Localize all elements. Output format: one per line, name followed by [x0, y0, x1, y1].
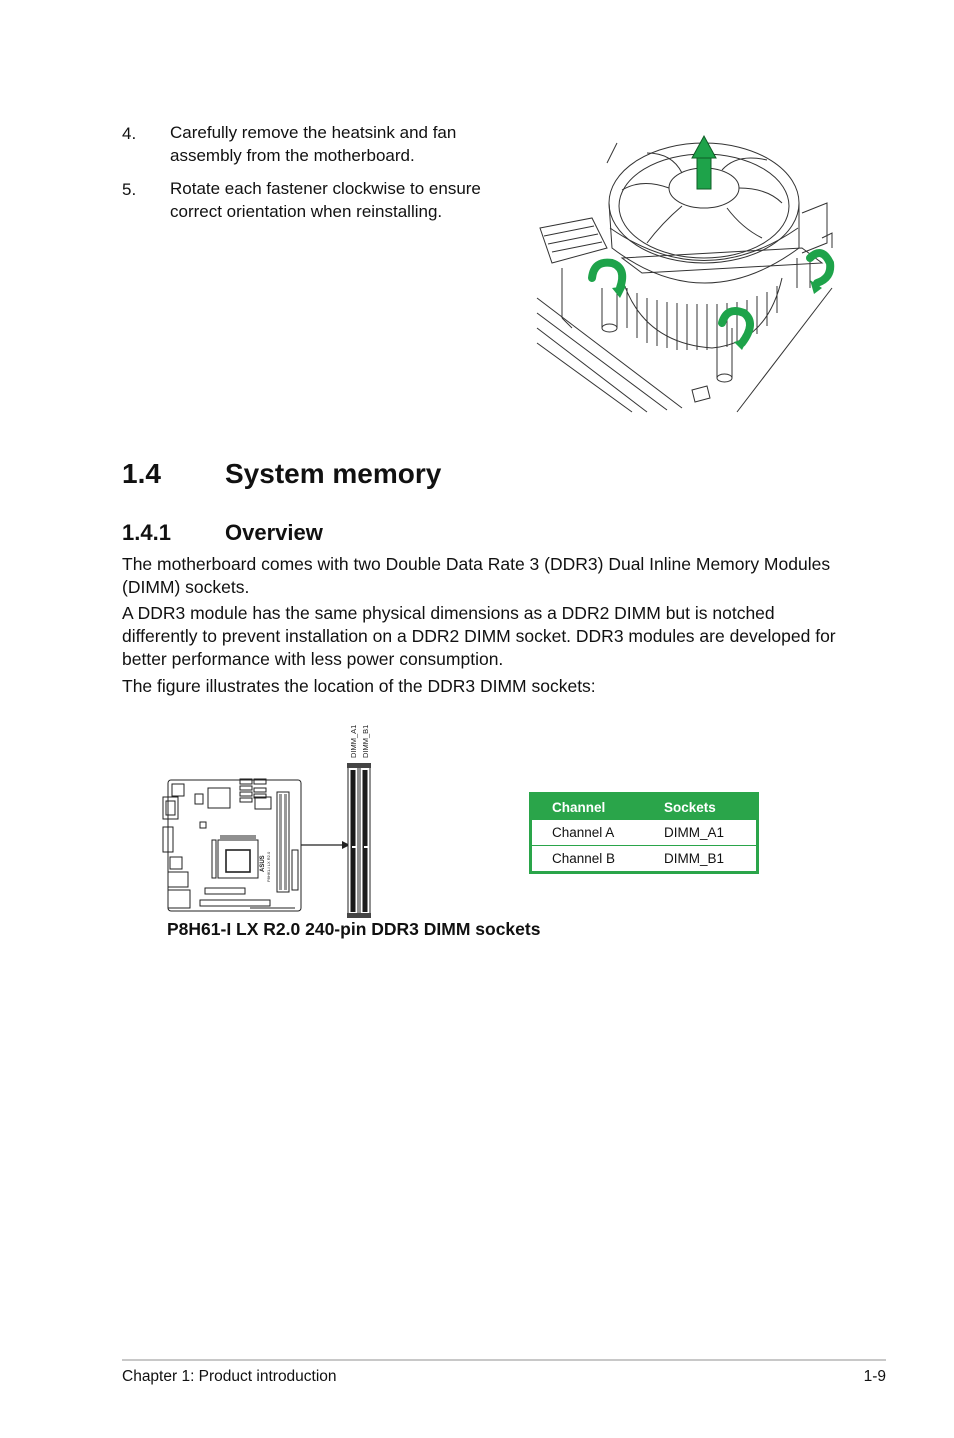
table-header-channel: Channel	[552, 800, 606, 815]
heatsink-removal-illustration	[532, 128, 842, 414]
up-arrow-icon	[692, 136, 716, 189]
table-cell: DIMM_B1	[644, 846, 756, 872]
dimm-b1-label: DIMM_B1	[361, 724, 370, 758]
section-title: System memory	[225, 458, 442, 489]
dimm-slot-b1	[359, 763, 371, 918]
section-number: 1.4	[122, 458, 161, 489]
board-model-label: P8H61-I LX R2.0	[266, 851, 271, 882]
table-cell: Channel B	[532, 846, 644, 872]
table-cell: DIMM_A1	[664, 825, 725, 840]
table-row	[532, 820, 756, 846]
channel-table	[529, 792, 759, 874]
subsection-number: 1.4.1	[122, 520, 171, 545]
step-4-number: 4.	[122, 124, 137, 143]
paragraph-2: A DDR3 module has the same physical dimensions as a DDR2 DIMM but is notched differently to prevent installation on a DDR2 DIMM socket. DDR3 modules are developed for better performance with less power consumption.	[122, 603, 836, 669]
footer-page-number: 1-9	[863, 1368, 886, 1385]
step-4-text: Carefully remove the heatsink and fan assembly from the motherboard.	[170, 123, 457, 165]
rotate-arrow-icon	[592, 253, 830, 343]
step-5-number: 5.	[122, 180, 137, 199]
motherboard-layout-diagram	[160, 722, 390, 922]
step-5-text: Rotate each fastener clockwise to ensure correct orientation when reinstalling.	[170, 179, 481, 221]
table-header-sockets: Sockets	[664, 800, 716, 815]
footer-divider	[122, 1359, 886, 1361]
figure-caption: P8H61-I LX R2.0 240-pin DDR3 DIMM sockets	[167, 919, 541, 939]
table-row	[532, 846, 756, 872]
footer-chapter: Chapter 1: Product introduction	[122, 1368, 337, 1385]
paragraph-1: The motherboard comes with two Double Data Rate 3 (DDR3) Dual Inline Memory Modules (DIMM) sockets.	[122, 554, 831, 597]
dimm-a1-label: DIMM_A1	[349, 724, 358, 758]
dimm-slot-a1	[347, 763, 359, 918]
table-header-row	[532, 795, 756, 820]
board-brand-label: ASUS	[260, 855, 266, 872]
table-cell: Channel A	[552, 825, 615, 840]
paragraph-3: The figure illustrates the location of the DDR3 DIMM sockets:	[122, 676, 596, 696]
subsection-title: Overview	[225, 520, 323, 545]
